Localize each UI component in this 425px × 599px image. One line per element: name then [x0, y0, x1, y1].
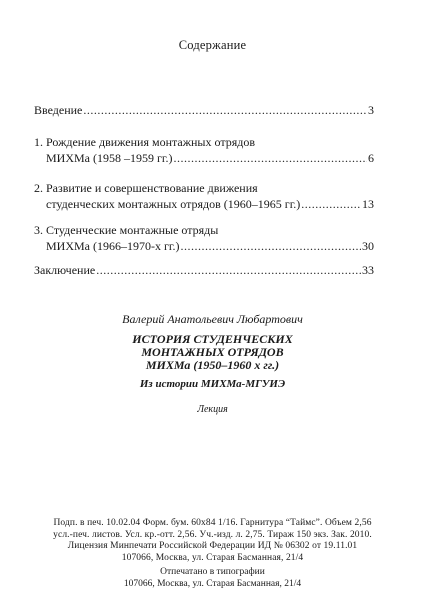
toc-entry-line — [34, 262, 374, 278]
toc-entry-conclusion — [34, 262, 374, 278]
book-genre: Лекция — [197, 404, 228, 415]
toc-entry-text: 2. Развитие и совершенствование движения — [34, 181, 258, 195]
book-subtitle: Из истории МИХМа-МГУИЭ — [139, 378, 286, 390]
toc-entry-chapter-2 — [34, 180, 374, 212]
printshop-block — [0, 567, 425, 590]
toc-entry-text: Введение — [34, 103, 83, 117]
toc-leader-dots — [83, 102, 367, 118]
imprint-line: 107066, Москва, ул. Старая Басманная, 21/4 — [121, 552, 304, 563]
toc-page-number: 30 — [362, 239, 374, 253]
toc-entry-line — [34, 150, 374, 166]
toc-entry-line — [34, 180, 374, 196]
imprint-block — [0, 518, 425, 564]
book-title — [0, 333, 425, 372]
imprint-line: Подп. в печ. 10.02.04 Форм. бум. 60х84 1/16. Гарнитура “Таймс”. Объем 2,56 — [53, 518, 372, 528]
toc-entry-chapter-1 — [34, 134, 374, 166]
toc-entry-text: 1. Рождение движения монтажных отрядов — [34, 135, 256, 149]
toc-leader-dots — [180, 238, 361, 254]
toc-leader-dots — [96, 262, 361, 278]
printshop-line: Отпечатано в типографии — [160, 567, 265, 577]
toc-leader-dots — [173, 150, 367, 166]
toc-page-number: 13 — [362, 197, 374, 211]
toc-entry-text: МИХМа (1966–1970-х гг.) — [46, 239, 180, 253]
toc-leader-dots — [301, 196, 361, 212]
toc-entry-line — [34, 238, 374, 254]
imprint-line: Лицензия Минпечати Российской Федерации ИД № 06302 от 19.11.01 — [67, 541, 358, 551]
toc-entry-line — [34, 102, 374, 118]
book-author: Валерий Анатольевич Любартович — [122, 312, 303, 326]
toc-title: Содержание — [178, 38, 247, 52]
toc-page-number: 6 — [368, 151, 374, 165]
book-title-line: ИСТОРИЯ СТУДЕНЧЕСКИХ — [132, 332, 293, 346]
toc-entry-line — [34, 222, 374, 238]
toc-entry-line — [34, 196, 374, 212]
book-title-line: МИХМа (1950–1960 х гг.) — [145, 358, 280, 372]
toc-entry-text: МИХМа (1958 –1959 гг.) — [46, 151, 173, 165]
printshop-line: 107066, Москва, ул. Старая Басманная, 21/4 — [123, 578, 302, 589]
toc-page-number: 3 — [368, 103, 374, 117]
book-title-line: МОНТАЖНЫХ ОТРЯДОВ — [141, 345, 284, 359]
toc-entry-line — [34, 134, 374, 150]
toc-entry-text: Заключение — [34, 263, 96, 277]
toc-entry-chapter-3 — [34, 222, 374, 254]
toc-entry-text: 3. Студенческие монтажные отряды — [34, 223, 219, 237]
toc-entry-text: студенческих монтажных отрядов (1960–1965 гг.) — [46, 197, 301, 211]
toc-page-number: 33 — [362, 263, 374, 277]
toc-entry-introduction — [34, 102, 374, 118]
imprint-line: усл.-печ. листов. Усл. кр.-отт. 2,56. Уч.-изд. л. 2,75. Тираж 150 экз. Зак. 2010. — [53, 529, 372, 540]
